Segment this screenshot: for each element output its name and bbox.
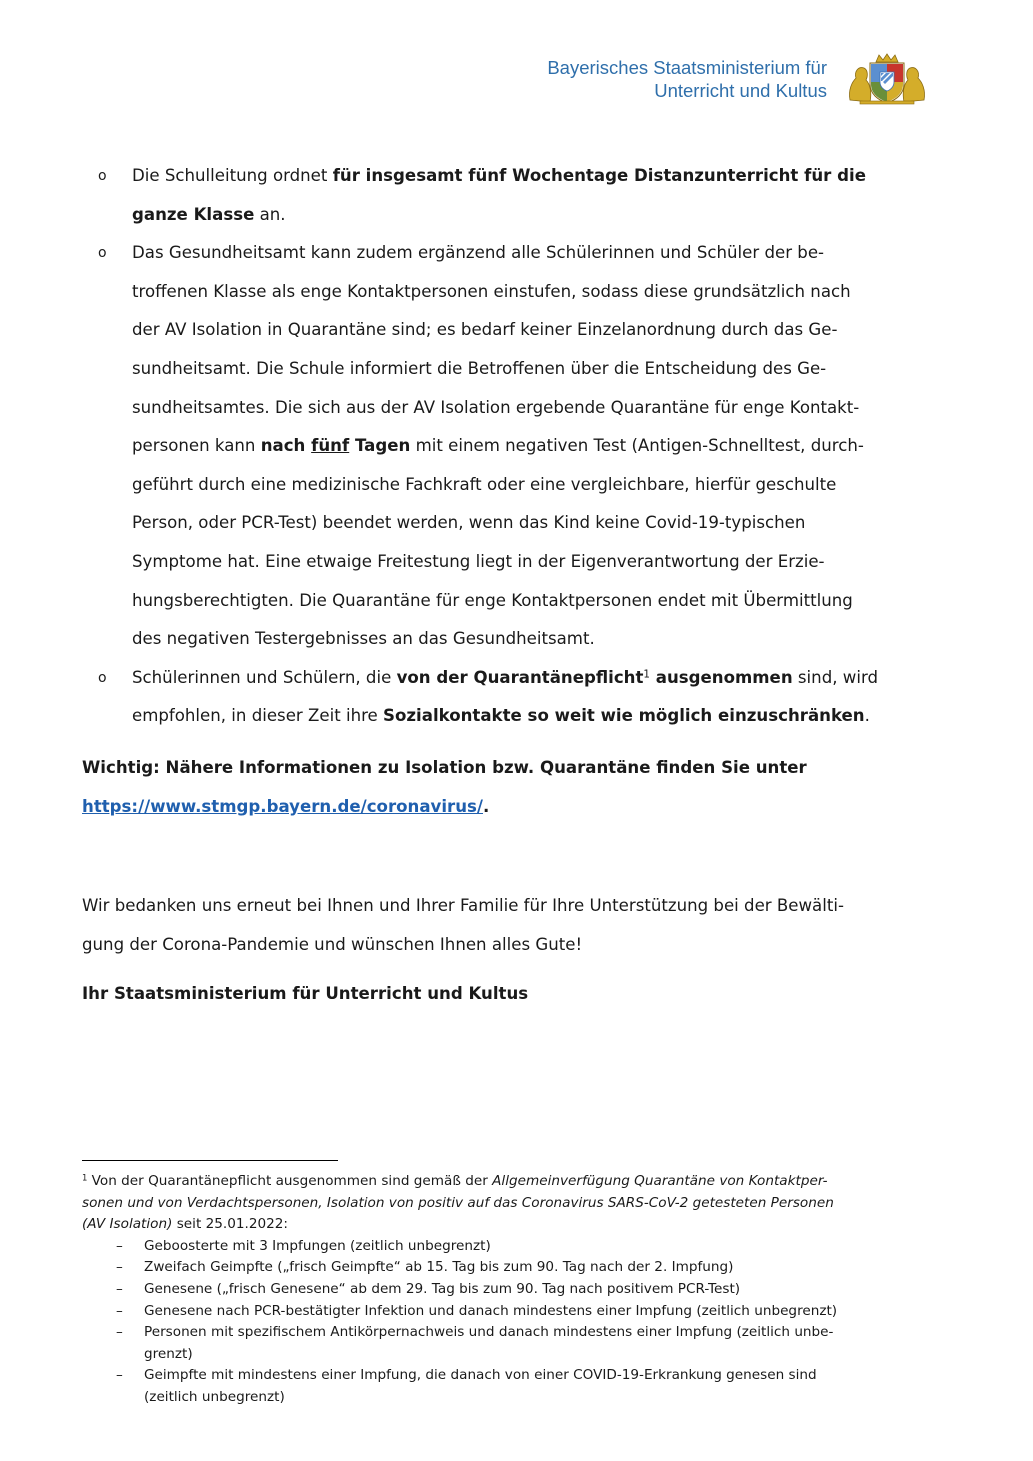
list-item-line [132,659,892,698]
text-run: Schülerinnen und Schülern, die [132,667,397,687]
circle-bullet-icon: o [98,669,107,686]
dash-bullet-icon: – [116,1324,123,1341]
text-run: . [482,796,490,816]
circle-bullet-icon: o [98,168,107,184]
bold-text-run: ganze Klasse [132,204,255,224]
exemption-item [82,1365,882,1408]
exemption-item-text: Geboosterte mit 3 Impfungen (zeitlich unbegrenzt) [144,1237,491,1254]
footnote-marker: 1 [82,1172,88,1183]
ministry-name [547,56,827,102]
list-item-line: geführt durch eine medizinische Fachkraft oder eine vergleichbare, hierfür geschulte [132,474,837,494]
text-run: . [864,706,870,726]
bold-text-run: Sozialkontakte so weit wie möglich einzuschränken [383,706,865,726]
thanks-line: Wir bedanken uns erneut bei Ihnen und Ihrer Familie für Ihre Unterstützung bei der Bewälti- [82,896,844,915]
list-item-line [132,196,892,235]
italic-text-run: Allgemeinverfügung Quarantäne von Kontaktper- [492,1173,828,1189]
list-item-line: troffenen Klasse als enge Kontaktpersonen einstufen, sodass diese grundsätzlich nach [132,281,851,301]
signoff: Ihr Staatsministerium für Unterricht und Kultus [82,984,529,1003]
list-item-line: des negativen Testergebnisses an das Gesundheitsamt. [132,629,595,649]
text-run: personen kann [132,436,261,456]
list-item-line: Das Gesundheitsamt kann zudem ergänzend alle Schülerinnen und Schüler der be- [132,243,825,263]
bold-text-run: von der Quarantänepflicht [396,667,644,687]
list-item-line [132,697,892,736]
list-item-line [132,157,892,196]
text-run: mit einem negativen Test (Antigen-Schnelltest, durch- [410,436,864,456]
important-note-text: Wichtig: Nähere Informationen zu Isolation bzw. Quarantäne finden Sie unter [82,758,807,777]
list-item [82,659,892,736]
text-run: seit 25.01.2022: [172,1216,289,1233]
exemption-item [82,1236,882,1258]
exemption-item-text: grenzt) [144,1345,193,1362]
important-note [82,749,902,826]
bold-text-run: nach [260,436,312,456]
exemption-item-text: Zweifach Geimpfte („frisch Geimpfte“ ab 15. Tag bis zum 90. Tag nach der 2. Impfung) [144,1259,734,1276]
list-item-line: der AV Isolation in Quarantäne sind; es bedarf keiner Einzelanordnung durch das Ge- [132,320,838,340]
exemption-item-text: Personen mit spezifischem Antikörpernachweis und danach mindestens einer Impfung (zeitlich unbe- [144,1324,834,1341]
measures-list [82,157,892,736]
bold-text-run: für insgesamt fünf Wochentage Distanzunterricht für die [332,166,866,185]
list-item-line [132,427,892,466]
list-item-line: Symptome hat. Eine etwaige Freitestung liegt in der Eigenverantwortung der Erzie- [132,551,825,571]
exemption-item [82,1279,882,1301]
bold-text-run: ausgenommen [649,667,793,687]
exemption-item-text: Genesene nach PCR-bestätigter Infektion und danach mindestens einer Impfung (zeitlich unbegrenzt) [144,1302,838,1319]
bold-text-run: Tagen [349,436,411,456]
bavarian-coat-of-arms-icon [846,52,928,106]
ministry-name-line1: Bayerisches Staatsministerium für [547,57,827,78]
exemption-item-text: (zeitlich unbegrenzt) [144,1388,285,1405]
text-run: an. [254,204,286,224]
footnote-line [82,1193,882,1215]
dash-bullet-icon: – [116,1280,123,1297]
dash-bullet-icon: – [116,1367,123,1384]
bold-underlined-text-run: fünf [311,436,350,456]
list-item-line: hungsberechtigten. Die Quarantäne für enge Kontaktpersonen endet mit Übermittlung [132,590,853,610]
exemption-list [82,1236,882,1409]
footnote-line [82,1171,882,1193]
dash-bullet-icon: – [116,1259,123,1276]
text-run: Von der Quarantänepflicht ausgenommen sind gemäß der [87,1173,493,1189]
exemption-item [82,1322,882,1365]
stmgp-coronavirus-link[interactable]: https://www.stmgp.bayern.de/coronavirus/ [82,796,483,816]
italic-text-run: sonen und von Verdachtspersonen, Isolation von positiv auf das Coronavirus SARS-CoV-2 getesteten Personen [82,1194,834,1211]
footnote-line [82,1214,882,1236]
footnote [82,1171,882,1409]
circle-bullet-icon: o [98,245,107,262]
dash-bullet-icon: – [116,1237,123,1254]
dash-bullet-icon: – [116,1302,123,1319]
italic-text-run: (AV Isolation) [82,1216,173,1233]
list-item [82,157,892,234]
thanks-line: gung der Corona-Pandemie und wünschen Ihnen alles Gute! [82,934,583,954]
text-run: empfohlen, in dieser Zeit ihre [132,706,384,726]
thanks-paragraph [82,887,902,964]
exemption-item-text: Genesene („frisch Genesene“ ab dem 29. Tag bis zum 90. Tag nach positivem PCR-Test) [144,1280,741,1297]
important-note-link-line [82,788,902,827]
text-run: Die Schulleitung ordnet [132,166,333,185]
list-item-line: sundheitsamt. Die Schule informiert die Betroffenen über die Entscheidung des Ge- [132,358,827,378]
ministry-name-line2: Unterricht und Kultus [654,80,827,101]
footnote-reference[interactable]: 1 [643,668,650,681]
footnote-separator [82,1160,338,1161]
text-run: sind, wird [792,667,879,687]
exemption-item [82,1301,882,1323]
list-item-line: Person, oder PCR-Test) beendet werden, wenn das Kind keine Covid-19-typischen [132,513,806,533]
list-item-line: sundheitsamtes. Die sich aus der AV Isolation ergebende Quarantäne für enge Kontakt- [132,397,860,417]
exemption-item [82,1257,882,1279]
exemption-item-text: Geimpfte mit mindestens einer Impfung, die danach von einer COVID-19-Erkrankung genesen sind [144,1367,817,1384]
list-item [82,234,892,659]
